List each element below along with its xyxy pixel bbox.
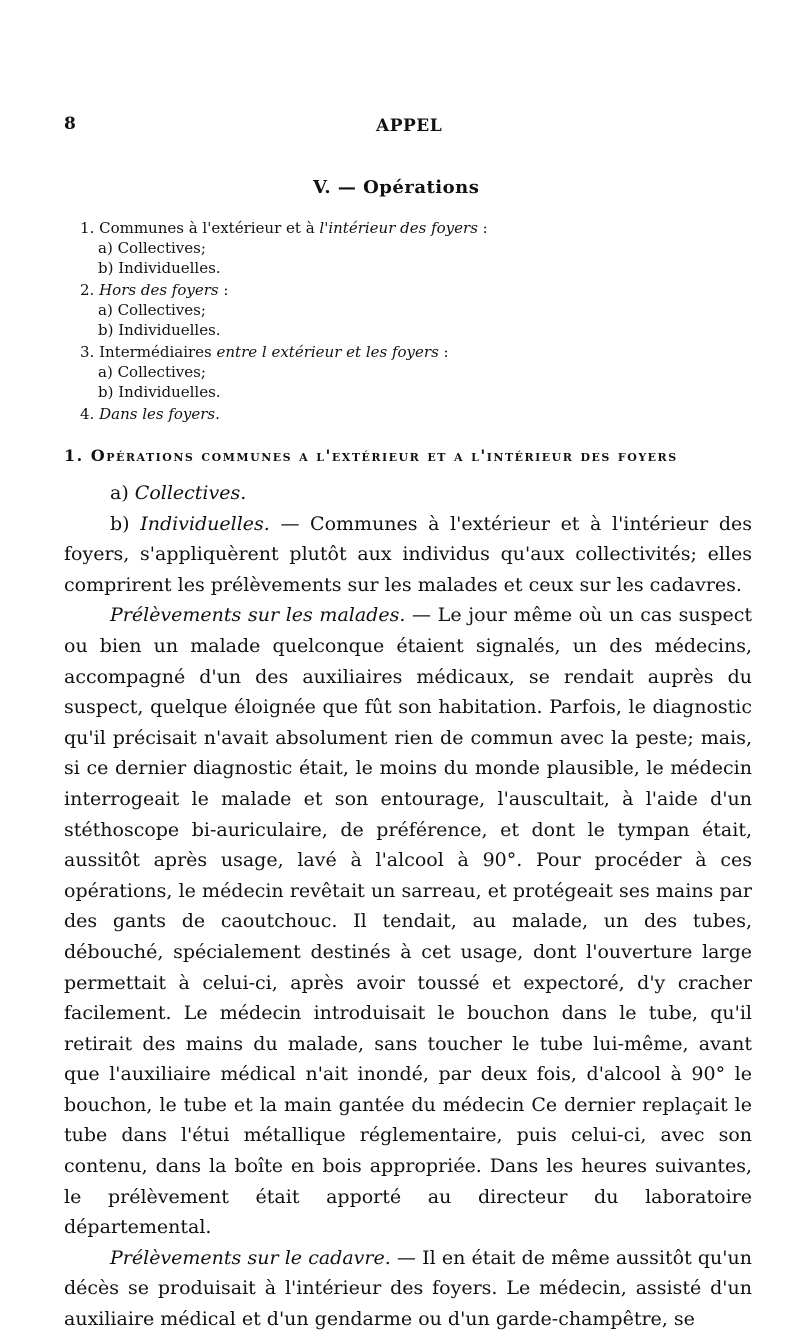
paragraph-label: a) (110, 482, 135, 504)
paragraph-text: — Communes à l'extérieur et à l'intérieur des foyers, s'appliquèrent plutôt aux individus qu'aux collectivités; elles comprirent les prélèvements sur les malades et ceux sur les cadavres. (64, 512, 752, 596)
paragraph-label: b) (110, 512, 141, 535)
outline-item-number: 3. (80, 343, 95, 361)
body-text (64, 478, 752, 1335)
outline-subitem: b) Individuelles. (98, 383, 221, 401)
paragraph-individuelles (64, 509, 752, 601)
operations-outline (80, 218, 530, 426)
outline-item-text: Communes à l'extérieur et à (99, 219, 320, 237)
outline-item-number: 4. (80, 405, 95, 423)
outline-item-suffix: : (477, 219, 488, 237)
outline-item-text: Intermédiaires (99, 343, 217, 361)
outline-item-italic: entre l extérieur et les foyers (216, 343, 439, 361)
paragraph-text: — Il en était de même aussitôt qu'un décès se produisait à l'intérieur des foyers. Le médecin, assisté d'un auxiliaire médical et d'un gendarme ou d'un garde-champêtre, se (64, 1246, 752, 1331)
outline-subitem: a) Collectives; (98, 363, 206, 381)
outline-item-number: 2. (80, 281, 95, 299)
running-title: APPEL (376, 116, 443, 136)
page-number: 8 (64, 114, 76, 134)
outline-subitem: a) Collectives; (98, 239, 206, 257)
outline-item (80, 342, 530, 402)
paragraph-italic-heading: Collectives. (134, 482, 247, 504)
section-title: V. — Opérations (313, 177, 480, 198)
paragraph-malades (64, 600, 752, 1242)
outline-subitem: b) Individuelles. (98, 321, 221, 339)
outline-item (80, 404, 530, 424)
outline-item-heading (80, 218, 530, 238)
outline-item-suffix: : (438, 343, 449, 361)
paragraph-italic-heading: Individuelles. (140, 512, 270, 535)
outline-subitem: a) Collectives; (98, 301, 206, 319)
outline-item (80, 280, 530, 340)
paragraph-italic-heading: Prélèvements sur les malades. (110, 604, 406, 627)
paragraph-text: — Le jour même où un cas suspect ou bien un malade quelconque étaient signalés, un des médecins, accompagné d'un des auxiliaires médicaux, se rendait auprès du suspect, quelque éloignée que fût son habitation. Parfois, le diagnostic qu'il précisait n'avait absolument rien de commun avec la peste; mais, si ce dernier diagnostic était, le moins du monde plausible, le médecin interrogeait le malade et son entourage, l'auscultait, à l'aide d'un stéthoscope bi-auriculaire, de préférence, et dont le tympan était, aussitôt après usage, lavé à l'alcool à 90°. Pour procéder à ces opérations, le médecin revêtait un sarreau, et protégeait ses mains par des gants de caoutchouc. Il tendait, au malade, un des tubes, débouché, spécialement destinés à cet usage, dont l'ouverture large permettait à celui-ci, après avoir toussé et expectoré, d'y cracher facilement. Le médecin introduisait le bouchon dans le tube, qu'il retirait des mains du malade, sans toucher le tube lui-même, avant que l'auxiliaire médical n'ait inondé, par deux fois, d'alcool à 90° le bouchon, le tube et la main gantée du médecin Ce dernier replaçait le tube dans l'étui métallique réglementaire, puis celui-ci, avec son contenu, dans la boîte en bois appropriée. Dans les heures suivantes, le prélèvement était apporté au directeur du laboratoire départemental. (64, 604, 753, 1239)
paragraph-cadavre (64, 1243, 752, 1335)
outline-item-italic: Dans les foyers. (99, 405, 220, 423)
outline-item-italic: Hors des foyers (99, 281, 219, 299)
outline-item-italic: l'intérieur des foyers (319, 219, 478, 237)
subsection-heading: 1. Opérations communes a l'extérieur et a l'intérieur des foyers (64, 446, 678, 465)
outline-item-heading (80, 342, 530, 362)
outline-item (80, 218, 530, 278)
paragraph-collectives (64, 478, 752, 509)
outline-item-heading (80, 404, 530, 424)
outline-item-suffix: : (218, 281, 229, 299)
outline-subitem: b) Individuelles. (98, 259, 221, 277)
paragraph-italic-heading: Prélèvements sur le cadavre. (110, 1246, 391, 1269)
outline-item-heading (80, 280, 530, 300)
outline-item-number: 1. (80, 219, 95, 237)
